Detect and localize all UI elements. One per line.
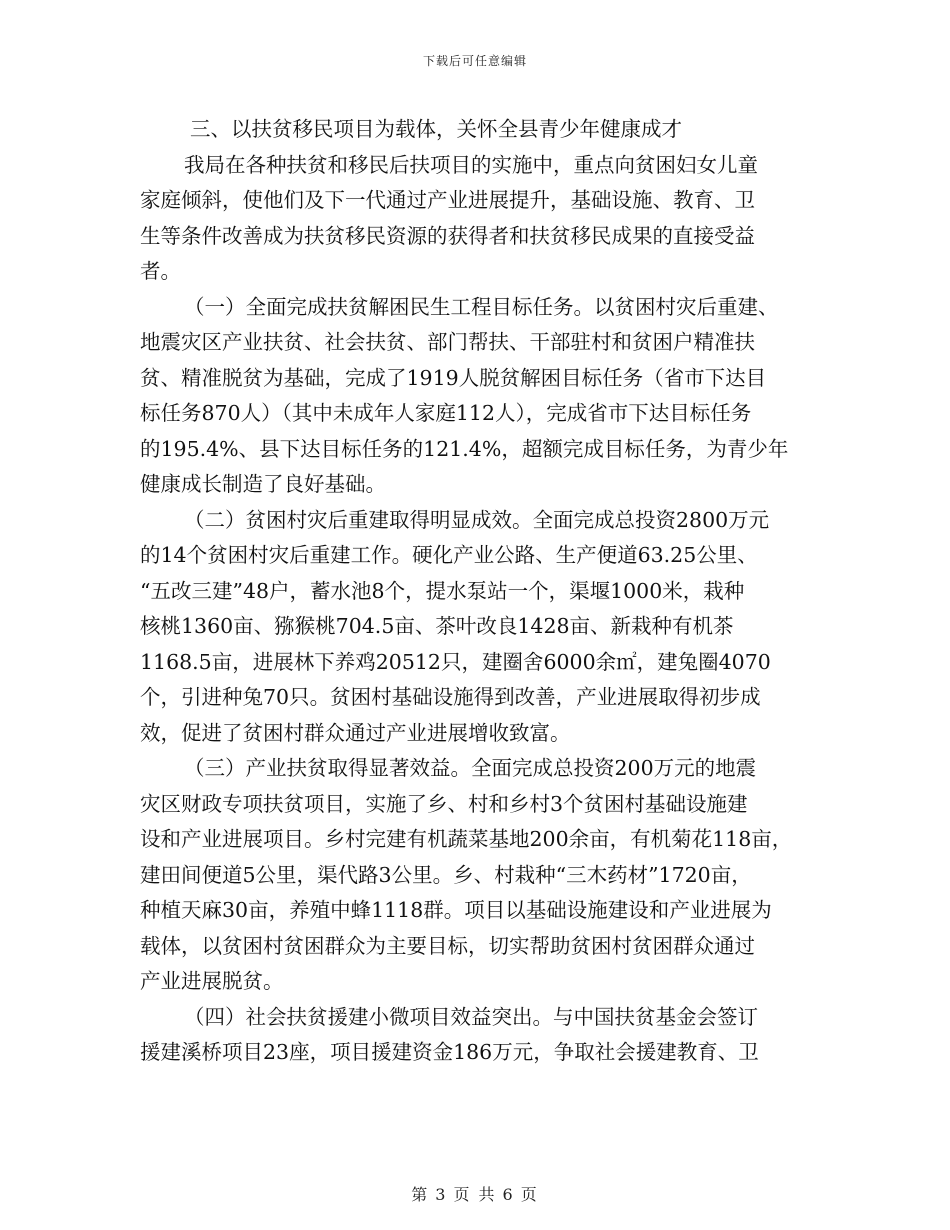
- text-line: 载体，以贫困村贫困群众为主要目标，切实帮助贫困村贫困群众通过: [140, 933, 755, 958]
- text-line: 者。: [140, 259, 181, 283]
- footer-suffix: 页: [520, 1185, 539, 1204]
- text-line: 的195.4%、县下达目标任务的121.4%，超额完成目标任务，为青少年: [140, 436, 789, 461]
- section-heading: 三、以扶贫移民项目为载体，关怀全县青少年健康成才: [190, 117, 682, 141]
- text-line: “五改三建”48户，蓄水池8个，提水泵站一个，渠堰1000米，栽种: [140, 578, 745, 603]
- text-line: 标任务870人）（其中未成年人家庭112人），完成省市下达目标任务: [140, 401, 752, 425]
- document-body: [140, 112, 830, 1071]
- current-page-number: 3: [435, 1185, 448, 1204]
- text-line: 地震灾区产业扶贫、社会扶贫、部门帮扶、干部驻村和贫困户精准扶: [140, 330, 755, 354]
- footer-prefix: 第: [411, 1185, 430, 1204]
- text-line: 的14个贫困村灾后重建工作。硬化产业公路、生产便道63.25公里、: [140, 543, 758, 567]
- text-line: 生等条件改善成为扶贫移民资源的获得者和扶贫移民成果的直接受益: [140, 223, 755, 248]
- text-line: 建田间便道5公里，渠代路3公里。乡、村栽种“三木药材”1720亩，: [140, 862, 752, 887]
- paragraph-intro: [140, 148, 830, 290]
- text-line: （三）产业扶贫取得显著效益。全面完成总投资200万元的地震: [184, 756, 757, 780]
- text-line: 产业进展脱贫。: [140, 969, 284, 993]
- paragraph-1: [140, 290, 830, 503]
- text-line: （四）社会扶贫援建小微项目效益突出。与中国扶贫基金会签订: [184, 1004, 758, 1029]
- paragraph-3: [140, 751, 830, 1000]
- footer-middle: 页 共: [453, 1185, 497, 1204]
- text-line: 我局在各种扶贫和移民后扶项目的实施中，重点向贫困妇女儿童: [184, 152, 758, 177]
- text-line: 效，促进了贫困村群众通过产业进展增收致富。: [140, 720, 571, 745]
- text-line: 健康成长制造了良好基础。: [140, 472, 386, 496]
- page-header: 下载后可任意编辑: [422, 54, 527, 68]
- page-footer: [0, 1182, 950, 1205]
- text-line: （二）贫困村灾后重建取得明显成效。全面完成总投资2800万元: [184, 507, 770, 532]
- text-line: 种植天麻30亩，养殖中蜂1118群。项目以基础设施建设和产业进展为: [140, 898, 772, 922]
- total-pages-number: 6: [502, 1185, 515, 1204]
- text-line: 灾区财政专项扶贫项目，实施了乡、村和乡村3个贫困村基础设施建: [140, 791, 748, 816]
- text-line: （一）全面完成扶贫解困民生工程目标任务。以贫困村灾后重建、: [184, 294, 779, 319]
- paragraph-2: [140, 503, 830, 752]
- text-line: 贫、精准脱贫为基础，完成了1919人脱贫解困目标任务（省市下达目: [140, 365, 767, 390]
- text-line: 核桃1360亩、猕猴桃704.5亩、茶叶改良1428亩、新栽种有机茶: [140, 614, 734, 638]
- text-line: 个，引进种兔70只。贫困村基础设施得到改善，产业进展取得初步成: [140, 685, 761, 709]
- text-line: 设和产业进展项目。乡村完建有机蔬菜基地200余亩，有机菊花118亩，: [140, 827, 793, 851]
- paragraph-4: [140, 1000, 830, 1071]
- text-line: 1168.5亩，进展林下养鸡20512只，建圈舍6000余㎡，建兔圈4070: [140, 649, 771, 674]
- text-line: 家庭倾斜，使他们及下一代通过产业进展提升，基础设施、教育、卫: [140, 188, 755, 212]
- text-line: 援建溪桥项目23座，项目援建资金186万元，争取社会援建教育、卫: [140, 1040, 759, 1064]
